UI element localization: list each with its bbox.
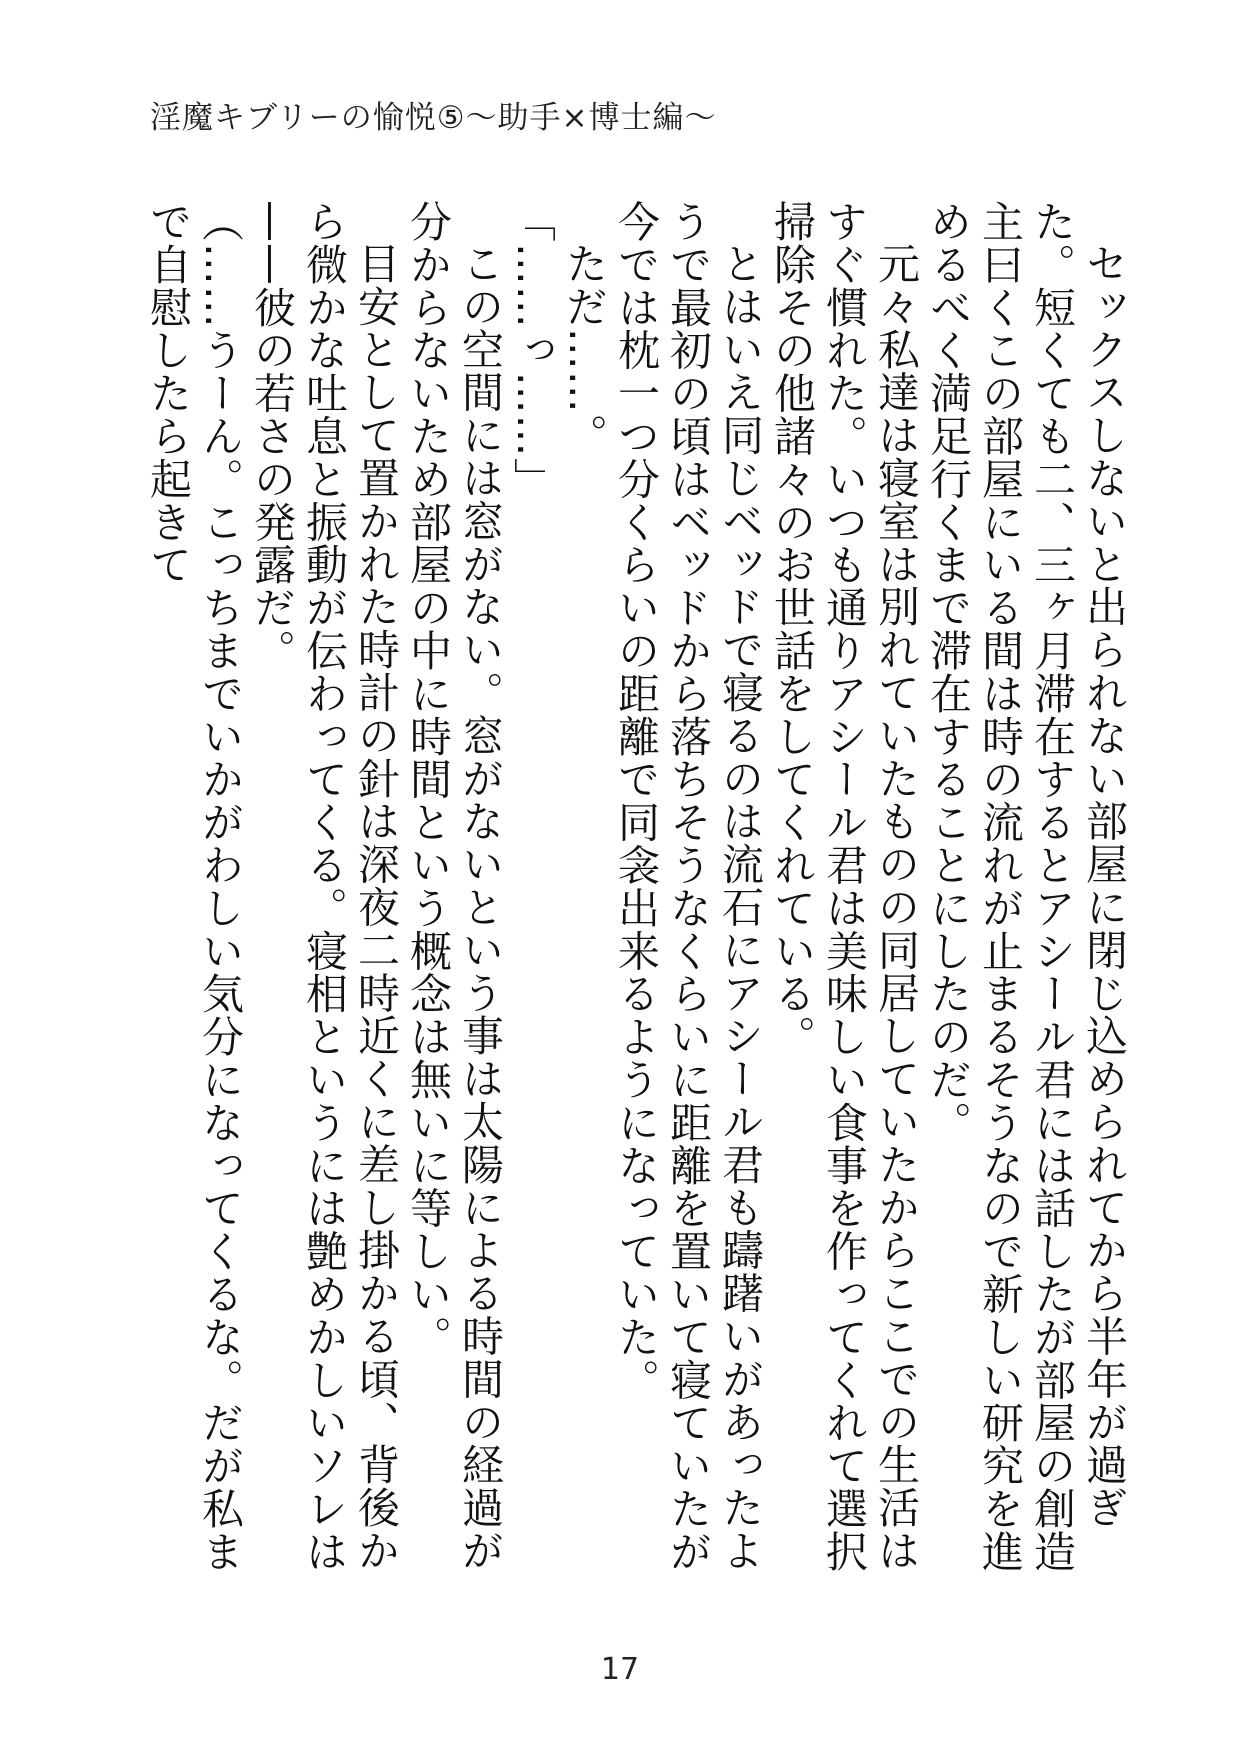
paragraph-3: とはいえ同じベッドで寝るのは流石にアシール君も躊躇いがあったようで最初の頃はベッドから落ちそうなくらいに距離を置いて寝ていたが今では枕一つ分くらいの距離で同衾出来るようになっていた。 — [612, 200, 765, 1573]
paragraph-2: 元々私達は寝室は別れていたものの同居していたからここでの生活はすぐ慣れた。いつも通りアシール君は美味しい食事を作ってくれて選択掃除その他諸々のお世話をしてくれている。 — [768, 200, 921, 1573]
page-header-title: 淫魔キブリーの愉悦⑤〜助手×博士編〜 — [150, 100, 717, 136]
paragraph-7: 目安として置かれた時計の針は深夜二時近くに差し掛かる頃、背後から微かな吐息と振動が伝わってくる。寝相というには艶めかしいソレは——彼の若さの発露だ。 — [248, 200, 401, 1573]
dialogue-line: 「……っ……」 — [508, 200, 557, 501]
vertical-body-text — [130, 200, 1130, 1610]
page-number: 17 — [600, 1652, 640, 1687]
inner-monologue-line: （……うーん。こっちまでいかがわしい気分になってくるな。だが私まで自慰したら起きて — [144, 200, 245, 1573]
paragraph-4: ただ……。 — [560, 242, 609, 457]
paragraph-1: セックスしないと出られない部屋に閉じ込められてから半年が過ぎた。短くても二、三ヶ月滞在するとアシール君には話したが部屋の創造主曰くこの部屋にいる間は時の流れが止まるそうなので新しい研究を進めるべく満足行くまで滞在することにしたのだ。 — [924, 200, 1129, 1573]
paragraph-6: この空間には窓がない。窓がないという事は太陽による時間の経過が分からないため部屋の中に時間という概念は無いに等しい。 — [404, 200, 505, 1572]
